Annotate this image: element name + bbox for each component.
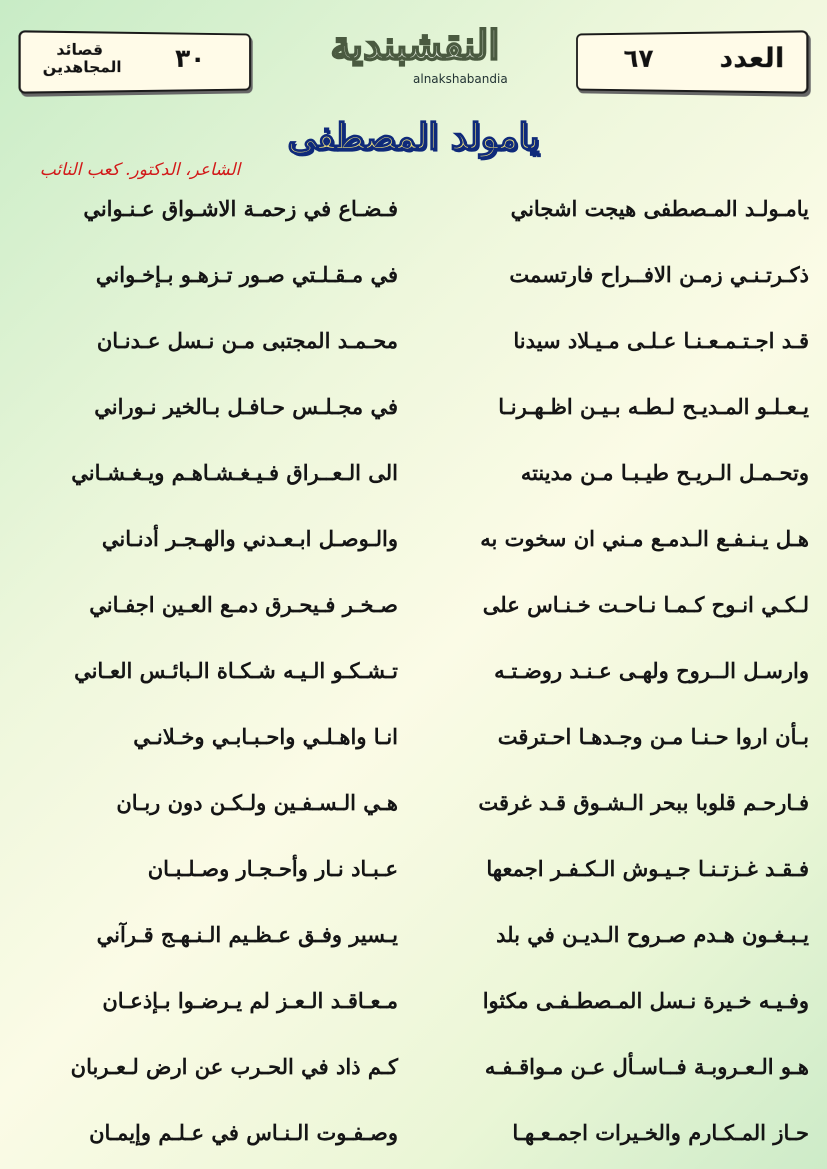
verse-second-hemistich: انـا واهـلـي واحـبـابـي وخـلانـي [133,724,398,749]
verse-second-hemistich: والـوصـل ابـعـدني والهـجـر أدنـاني [101,526,398,551]
verse-first-hemistich: فـارحـم قلوبا ببحر الـشـوق قـد غرقت [478,790,809,815]
verse-second-hemistich: هـي الـسـفـين ولـكـن دون ربـان [116,790,398,815]
verse-first-hemistich: ذكـرتـنـي زمـن الافــراح فارتسمت [509,262,809,287]
verse-first-hemistich: وارسـل الــروح ولهـى عـنـد روضـتـه [494,658,809,683]
verse [0,592,827,640]
verse [0,394,827,442]
verse [0,856,827,904]
logo-text: النقشبندية [330,22,500,69]
verse-second-hemistich: تـشـكـو الـيـه شـكـاة الـبائـس العـاني [74,658,398,683]
verse-first-hemistich: هـو الـعـروبـة فــاسـأل عـن مـواقـفـه [484,1054,809,1079]
verse [0,922,827,970]
verse-second-hemistich: صـخـر فـيحـرق دمـع العـين اجفـاني [89,592,398,617]
verse-first-hemistich: قـد اجـتـمـعـنـا عـلـى مـيـلاد سيدنا [513,328,809,353]
verse-first-hemistich: يـعـلـو المـديـح لـطـه بـيـن اظـهـرنـا [498,394,809,419]
verse-second-hemistich: وصـفـوت الـنـاس في عـلـم وإيمـان [89,1120,398,1145]
verse-second-hemistich: كـم ذاد في الحـرب عن ارض لـعـربان [70,1054,398,1079]
verse [0,262,827,310]
verse [0,328,827,376]
verse-second-hemistich: مـعـاقـد الـعـز لم يـرضـوا بـإذعـان [102,988,398,1013]
verse-second-hemistich: يـسير وفـق عـظـيم الـنـهـج قـرآني [96,922,398,947]
verse [0,658,827,706]
verse-first-hemistich: حـاز المـكـارم والخـيرات اجمـعـهـا [512,1120,809,1145]
verse [0,724,827,772]
section-label: قصائد المجاهدين [42,40,122,77]
verse-second-hemistich: عـبـاد نـار وأحـجـار وصـلـبـان [147,856,398,881]
poet-name: الشاعر، الدكتور. كعب النائب [39,160,241,180]
verse-first-hemistich: فـقـد غـزتـنـا جـيـوش الـكـفـر اجمعها [486,856,809,881]
issue-banner [576,30,808,93]
magazine-logo [295,20,535,90]
verse-first-hemistich: يامـولـد المـصطفى هيجت اشجاني [510,196,809,221]
verse-first-hemistich: بـأن اروا حـنـا مـن وجـدهـا احـترقت [497,724,809,749]
verse-first-hemistich: وفـيـه خـيرة نـسل المـصطـفـى مكثوا [482,988,809,1013]
page-banner [18,30,250,93]
verse [0,196,827,244]
verse-first-hemistich: يـبـغـون هـدم صـروح الـديـن في بلد [496,922,809,947]
verse-second-hemistich: محـمـد المجتبى مـن نـسل عـدنـان [96,328,398,353]
verse [0,790,827,838]
poem-title: يامولد المصطفى [287,116,540,158]
verse [0,526,827,574]
verse-second-hemistich: الى الـعــراق فـيـغـشـاهـم ويـغـشـاني [71,460,398,485]
verse [0,1120,827,1168]
verse-second-hemistich: في مـقـلـتي صـور تـزهـو بـإخـواني [95,262,398,287]
verse [0,460,827,508]
issue-label: العدد [719,43,785,75]
verse-first-hemistich: وتحـمـل الـريـح طيـبـا مـن مدينته [520,460,809,485]
issue-number: ٦٧ [623,44,654,74]
verse [0,988,827,1036]
logo-subtitle: alnakshabandia [413,72,508,86]
verse [0,1054,827,1102]
page-number: ٣٠ [175,44,206,74]
verse-second-hemistich: في مجـلـس حـافـل بـالخير نـوراني [94,394,398,419]
verse-first-hemistich: هـل يـنـفـع الـدمـع مـني ان سخوت به [480,526,809,551]
verse-first-hemistich: لـكـي انـوح كـمـا نـاحـت خـنـاس على [482,592,809,617]
verse-second-hemistich: فـضـاع في زحمـة الاشـواق عـنـواني [83,196,398,221]
